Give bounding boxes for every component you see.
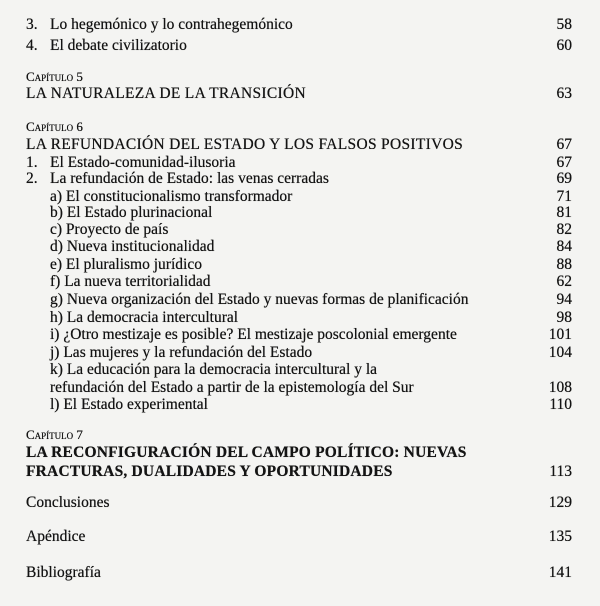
toc-subentry [0, 273, 600, 291]
toc-subentry [0, 344, 600, 362]
entry-title: refundación del Estado a partir de la epistemología del Sur [50, 379, 414, 396]
toc-subentry [0, 204, 600, 222]
entry-page: 71 [556, 188, 572, 205]
entry-page: 60 [556, 37, 572, 54]
entry-title: a) El constitucionalismo transformador [50, 188, 293, 205]
entry-page: 67 [556, 136, 572, 153]
entry-title: i) ¿Otro mestizaje es posible? El mestizaje poscolonial emergente [50, 326, 457, 343]
chapter-title-row [0, 85, 600, 103]
entry-page: 135 [548, 528, 572, 545]
toc-entry-apendice [0, 528, 600, 546]
toc-entry [0, 170, 600, 188]
toc-subentry [0, 256, 600, 274]
chapter-5-title: LA NATURALEZA DE LA TRANSICIÓN [26, 85, 306, 102]
entry-page: 84 [556, 238, 572, 255]
entry-number: 2. [26, 170, 38, 187]
entry-title: c) Proyecto de país [50, 221, 169, 238]
entry-title: El debate civilizatorio [50, 37, 187, 54]
entry-title: l) El Estado experimental [50, 396, 208, 413]
entry-title: El Estado-comunidad-ilusoria [50, 154, 236, 171]
entry-page: 88 [556, 256, 572, 273]
entry-page: 141 [548, 564, 572, 581]
chapter-label [0, 426, 600, 444]
entry-title: b) El Estado plurinacional [50, 204, 213, 221]
entry-title: g) Nueva organización del Estado y nuevas formas de planificación [50, 291, 469, 308]
entry-title: Apéndice [26, 528, 86, 545]
chapter-7-title-line1: LA RECONFIGURACIÓN DEL CAMPO POLÍTICO: NUEVAS [26, 444, 467, 461]
toc-entry-conclusiones [0, 494, 600, 512]
toc-subentry [0, 238, 600, 256]
entry-title: Lo hegemónico y lo contrahegemónico [50, 16, 293, 33]
toc-entry [0, 16, 600, 34]
entry-title: e) El pluralismo jurídico [50, 256, 202, 273]
entry-page: 82 [556, 221, 572, 238]
entry-number: 4. [26, 37, 38, 54]
toc-subentry [0, 221, 600, 239]
chapter-title-row [0, 444, 600, 462]
toc-subentry-continuation [0, 379, 600, 397]
entry-title: Bibliografía [26, 564, 101, 581]
toc-entry-bibliografia [0, 564, 600, 582]
toc-subentry [0, 396, 600, 414]
entry-page: 63 [556, 85, 572, 102]
entry-page: 129 [548, 494, 572, 511]
toc-entry [0, 37, 600, 55]
entry-page: 108 [548, 379, 572, 396]
entry-title: Conclusiones [26, 494, 110, 511]
entry-page: 94 [556, 291, 572, 308]
entry-title: La refundación de Estado: las venas cerradas [50, 170, 329, 187]
entry-page: 69 [556, 170, 572, 187]
chapter-7-title-line2: FRACTURAS, DUALIDADES Y OPORTUNIDADES [26, 463, 393, 480]
entry-title: j) Las mujeres y la refundación del Estado [50, 344, 313, 361]
entry-number: 1. [26, 154, 38, 171]
entry-page: 98 [556, 309, 572, 326]
entry-title: k) La educación para la democracia intercultural y la [50, 361, 378, 378]
toc-subentry [0, 291, 600, 309]
chapter-label [0, 118, 600, 136]
entry-page: 110 [549, 396, 572, 413]
entry-page: 113 [549, 463, 572, 480]
chapter-6-title: LA REFUNDACIÓN DEL ESTADO Y LOS FALSOS POSITIVOS [26, 136, 463, 153]
entry-page: 81 [556, 204, 572, 221]
entry-title: h) La democracia intercultural [50, 309, 239, 326]
toc-subentry [0, 361, 600, 379]
chapter-title-row [0, 136, 600, 154]
entry-page: 62 [556, 273, 572, 290]
entry-title: f) La nueva territorialidad [50, 273, 211, 290]
chapter-6-label: Capítulo 6 [26, 119, 83, 134]
entry-page: 104 [548, 344, 572, 361]
chapter-title-row [0, 463, 600, 481]
chapter-5-label: Capítulo 5 [26, 69, 83, 84]
entry-number: 3. [26, 16, 38, 33]
toc-subentry [0, 326, 600, 344]
entry-title: d) Nueva institucionalidad [50, 238, 215, 255]
entry-page: 67 [556, 154, 572, 171]
entry-page: 58 [556, 16, 572, 33]
toc-subentry [0, 309, 600, 327]
chapter-7-label: Capítulo 7 [26, 427, 83, 442]
chapter-label [0, 68, 600, 86]
entry-page: 101 [548, 326, 572, 343]
